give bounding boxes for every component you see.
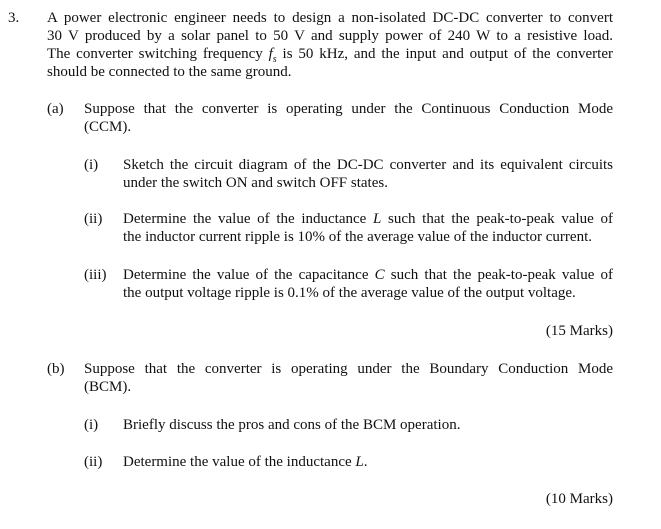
switching-frequency-symbol: f xyxy=(268,46,273,62)
part-a-text-line-1: Suppose that the converter is operating under the Continuous Conduction Mode xyxy=(84,101,613,117)
part-b-item-1-line-1: Briefly discuss the pros and cons of the BCM operation. xyxy=(123,417,461,433)
part-b-text-line-2: (BCM). xyxy=(84,379,132,395)
inductance-symbol-b: L xyxy=(355,454,364,470)
part-b-label: (b) xyxy=(47,361,65,377)
part-a-item-2-line-1-pre: Determine the value of the inductance xyxy=(123,211,373,227)
part-a-item-2-label: (ii) xyxy=(84,211,103,227)
intro-line-4: should be connected to the same ground. xyxy=(47,64,292,80)
part-a-item-1-label: (i) xyxy=(84,157,99,173)
part-a-item-1-line-1: Sketch the circuit diagram of the DC-DC converter and its equivalent circuits xyxy=(123,157,613,173)
part-b-item-2-line-1 xyxy=(123,453,368,471)
part-b-item-1-label: (i) xyxy=(84,417,99,433)
part-a-item-2-line-2: the inductor current ripple is 10% of the average value of the inductor current. xyxy=(123,229,592,245)
question-number: 3. xyxy=(8,10,20,26)
part-a-item-3-line-2: the output voltage ripple is 0.1% of the average value of the output voltage. xyxy=(123,285,576,301)
capacitance-symbol: C xyxy=(374,267,385,283)
part-a-item-2-line-1-post: such that the peak-to-peak value of xyxy=(381,211,613,227)
switching-frequency-subscript: s xyxy=(272,54,277,65)
intro-line-3-post: is 50 kHz, and the input and output of the converter xyxy=(276,46,613,62)
part-a-item-3-line-1-pre: Determine the value of the capacitance xyxy=(123,267,375,283)
part-a-label: (a) xyxy=(47,101,64,117)
part-b-item-2-line-1-post: . xyxy=(363,454,368,470)
part-a-item-1-line-2: under the switch ON and switch OFF states. xyxy=(123,175,388,191)
part-a-item-3-line-1-post: such that the peak-to-peak value of xyxy=(384,267,613,283)
intro-line-3-pre: The converter switching frequency xyxy=(47,46,269,62)
part-b-marks: (10 Marks) xyxy=(545,491,613,507)
intro-line-1: A power electronic engineer needs to design a non-isolated DC-DC converter to convert xyxy=(47,10,613,26)
part-a-marks: (15 Marks) xyxy=(545,323,613,339)
part-a-item-3-line-1 xyxy=(123,266,613,284)
part-b-item-2-line-1-pre: Determine the value of the inductance xyxy=(123,454,356,470)
part-a-item-3-label: (iii) xyxy=(84,267,107,283)
inductance-symbol: L xyxy=(372,211,382,227)
part-a-text-line-2: (CCM). xyxy=(84,119,132,135)
part-b-item-2-label: (ii) xyxy=(84,454,103,470)
part-b-text-line-1: Suppose that the converter is operating under the Boundary Conduction Mode xyxy=(84,361,613,377)
intro-line-2: 30 V produced by a solar panel to 50 V and supply power of 240 W to a resistive load. xyxy=(47,28,613,44)
part-a-item-2-line-1 xyxy=(123,210,613,228)
